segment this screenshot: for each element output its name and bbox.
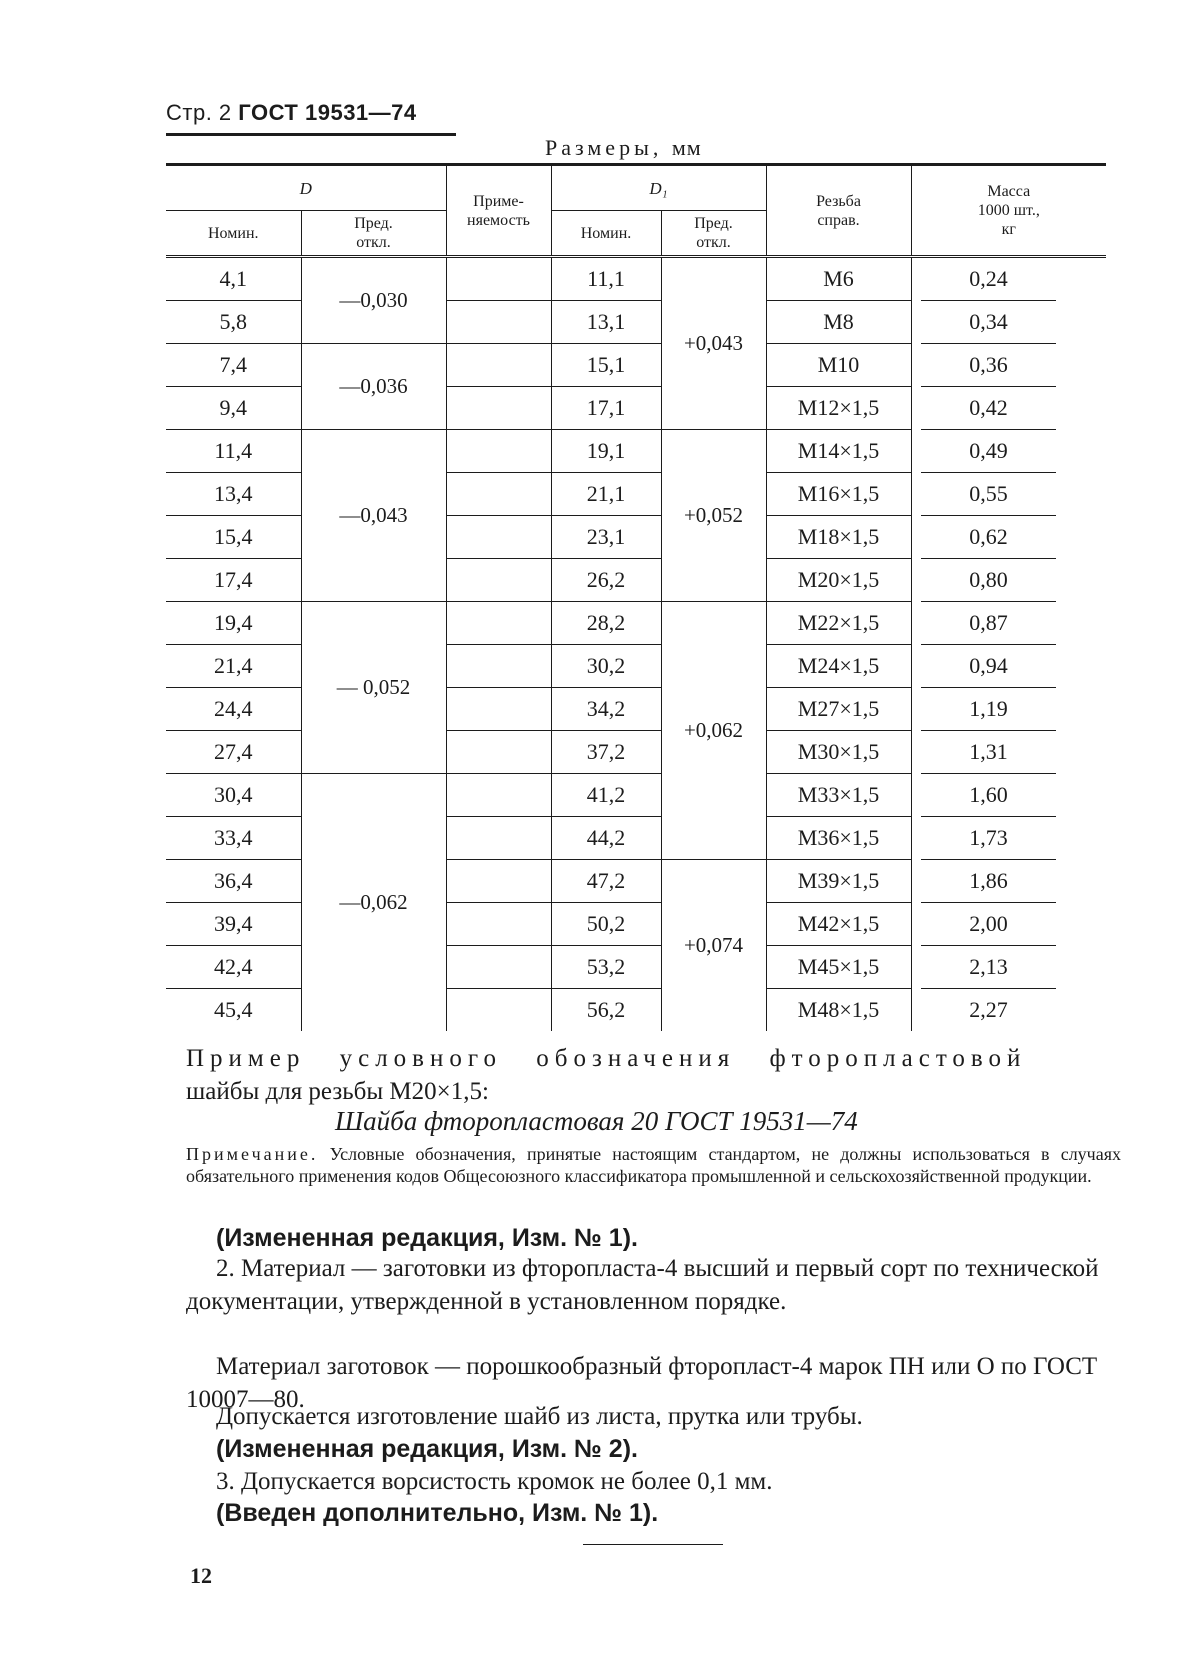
d-nominal-cell: 17,4 [166,559,301,602]
amendment-3: (Введен дополнительно, Изм. № 1). [216,1499,659,1527]
d-nominal-cell: 11,4 [166,430,301,473]
mass-cell: 0,24 [921,257,1056,301]
column-gap [1056,817,1106,860]
applicability-cell [446,559,551,602]
thread-cell: М39×1,5 [766,860,911,903]
thread-cell: М18×1,5 [766,516,911,559]
column-gap [1056,731,1106,774]
column-gap [1056,430,1106,473]
column-gap [911,344,921,387]
applicability-cell [446,387,551,430]
mass-cell: 0,87 [921,602,1056,645]
d1-deviation-cell: +0,052 [661,430,766,602]
col-header-d1-deviation: Пред. откл. [661,211,766,257]
mass-cell: 2,00 [921,903,1056,946]
col-header-d1-nominal: Номин. [551,211,661,257]
column-gap [1056,688,1106,731]
column-gap [911,387,921,430]
thread-cell: М14×1,5 [766,430,911,473]
thread-cell: М27×1,5 [766,688,911,731]
mass-cell: 1,31 [921,731,1056,774]
column-gap [1056,989,1106,1032]
example-title: Пример условного обозначения фторопластовой [186,1045,1027,1072]
mass-cell: 0,62 [921,516,1056,559]
applicability-cell [446,430,551,473]
d-deviation-cell: —0,030 [301,257,446,344]
applicability-cell [446,301,551,344]
d1-nominal-cell: 37,2 [551,731,661,774]
col-header-mass: Масса 1000 шт., кг [911,165,1106,257]
thread-cell: М10 [766,344,911,387]
column-gap [1056,516,1106,559]
standard-number: ГОСТ 19531—74 [238,100,417,125]
applicability-cell [446,344,551,387]
d1-nominal-cell: 50,2 [551,903,661,946]
thread-cell: М22×1,5 [766,602,911,645]
applicability-cell [446,774,551,817]
thread-cell: М36×1,5 [766,817,911,860]
paragraph-blank-material: Материал заготовок — порошкообразный фторопласт-4 марок ПН или О по ГОСТ 10007—80. [186,1353,1098,1413]
mass-cell: 1,19 [921,688,1056,731]
column-gap [1056,903,1106,946]
page-label: Стр. 2 [166,100,232,125]
column-gap [1056,774,1106,817]
d-nominal-cell: 19,4 [166,602,301,645]
column-gap [1056,473,1106,516]
d-nominal-cell: 27,4 [166,731,301,774]
amendment-2: (Измененная редакция, Изм. № 2). [216,1435,638,1463]
d1-deviation-cell: +0,062 [661,602,766,860]
d-nominal-cell: 9,4 [166,387,301,430]
column-gap [911,257,921,301]
column-gap [1056,645,1106,688]
table-row [166,430,1106,473]
group-header-d: D [166,165,446,211]
d-nominal-cell: 5,8 [166,301,301,344]
paragraph-material: 2. Материал — заготовки из фторопласта-4 высший и первый сорт по технической документации, утвержденной в установленном порядке. [186,1255,1099,1315]
d1-nominal-cell: 44,2 [551,817,661,860]
d1-nominal-cell: 11,1 [551,257,661,301]
applicability-cell [446,602,551,645]
column-gap [911,731,921,774]
sizes-table [166,163,1106,1031]
d-nominal-cell: 7,4 [166,344,301,387]
d-nominal-cell: 42,4 [166,946,301,989]
column-gap [1056,860,1106,903]
example-designation: Шайба фторопластовая 20 ГОСТ 19531—74 [335,1106,858,1136]
column-gap [911,817,921,860]
column-gap [911,688,921,731]
note-text: Условные обозначения, принятые настоящим стандартом, не должны использоваться в случаях обязательного применения кодов Общесоюзного классификатора промышленной и сельскохозяйственной продукции. [186,1144,1121,1186]
d-deviation-cell: —0,036 [301,344,446,430]
applicability-cell [446,860,551,903]
col-header-d-nominal: Номин. [166,211,301,257]
thread-cell: М20×1,5 [766,559,911,602]
d1-nominal-cell: 19,1 [551,430,661,473]
column-gap [1056,257,1106,301]
column-gap [911,774,921,817]
mass-cell: 0,36 [921,344,1056,387]
applicability-cell [446,817,551,860]
thread-cell: М48×1,5 [766,989,911,1032]
units-caption: Размеры, мм [545,135,702,160]
applicability-cell [446,688,551,731]
column-gap [911,430,921,473]
thread-cell: М30×1,5 [766,731,911,774]
applicability-cell [446,903,551,946]
d-nominal-cell: 36,4 [166,860,301,903]
applicability-cell [446,731,551,774]
d1-nominal-cell: 53,2 [551,946,661,989]
column-gap [911,946,921,989]
mass-cell: 0,94 [921,645,1056,688]
d1-nominal-cell: 26,2 [551,559,661,602]
thread-cell: М45×1,5 [766,946,911,989]
d1-nominal-cell: 21,1 [551,473,661,516]
column-gap [1056,344,1106,387]
column-gap [911,473,921,516]
column-gap [1056,301,1106,344]
mass-cell: 0,42 [921,387,1056,430]
column-gap [911,860,921,903]
example-line: шайбы для резьбы М20×1,5: [186,1078,489,1105]
bottom-rule [583,1544,723,1545]
col-header-applicability: Приме- няемость [446,165,551,257]
d1-deviation-cell: +0,043 [661,257,766,430]
applicability-cell [446,989,551,1032]
column-gap [911,516,921,559]
mass-cell: 0,80 [921,559,1056,602]
applicability-cell [446,473,551,516]
mass-cell: 0,34 [921,301,1056,344]
table-row [166,257,1106,301]
d1-nominal-cell: 23,1 [551,516,661,559]
d-deviation-cell: —0,043 [301,430,446,602]
applicability-cell [446,946,551,989]
table-row [166,602,1106,645]
d-nominal-cell: 15,4 [166,516,301,559]
column-gap [1056,602,1106,645]
paragraph-sheet: Допускается изготовление шайб из листа, прутка или трубы. [216,1403,863,1430]
col-header-thread: Резьба справ. [766,165,911,257]
thread-cell: М8 [766,301,911,344]
d1-nominal-cell: 17,1 [551,387,661,430]
thread-cell: М16×1,5 [766,473,911,516]
amendment-1: (Измененная редакция, Изм. № 1). [216,1224,638,1252]
column-gap [911,989,921,1032]
d1-nominal-cell: 41,2 [551,774,661,817]
d-nominal-cell: 39,4 [166,903,301,946]
applicability-cell [446,516,551,559]
d1-deviation-cell: +0,074 [661,860,766,1032]
thread-cell: М42×1,5 [766,903,911,946]
d1-nominal-cell: 13,1 [551,301,661,344]
mass-cell: 1,86 [921,860,1056,903]
table-row [166,344,1106,387]
d-nominal-cell: 21,4 [166,645,301,688]
d-deviation-cell: — 0,052 [301,602,446,774]
d-nominal-cell: 30,4 [166,774,301,817]
d1-nominal-cell: 28,2 [551,602,661,645]
mass-cell: 2,27 [969,997,1008,1022]
d1-nominal-cell: 15,1 [551,344,661,387]
thread-cell: М6 [766,257,911,301]
d1-nominal-cell: 56,2 [551,989,661,1032]
d-nominal-cell: 33,4 [166,817,301,860]
thread-cell: М24×1,5 [766,645,911,688]
d-nominal-cell: 4,1 [166,257,301,301]
column-gap [911,645,921,688]
mass-cell: 1,60 [921,774,1056,817]
applicability-cell [446,645,551,688]
sizes-table-body [166,257,1106,1032]
d1-nominal-cell: 30,2 [551,645,661,688]
column-gap [1056,559,1106,602]
column-gap [911,903,921,946]
column-gap [1056,946,1106,989]
column-gap [911,602,921,645]
group-header-d1: D₁ [551,165,766,211]
column-gap [911,559,921,602]
table-row [166,774,1106,817]
column-gap [911,301,921,344]
header-underline [166,133,456,136]
col-header-d-deviation: Пред. откл. [301,211,446,257]
d-nominal-cell: 45,4 [166,989,301,1032]
mass-cell: 1,73 [921,817,1056,860]
applicability-cell [446,257,551,301]
mass-cell: 0,49 [921,430,1056,473]
thread-cell: М33×1,5 [766,774,911,817]
units-unit: мм [671,135,702,160]
page-header [166,100,417,126]
note-label: Примечание. [186,1144,319,1164]
paragraph-edges: 3. Допускается ворсистость кромок не более 0,1 мм. [216,1468,773,1495]
d-nominal-cell: 24,4 [166,688,301,731]
mass-cell: 0,55 [921,473,1056,516]
note [186,1143,1121,1187]
d-deviation-cell: —0,062 [301,774,446,1032]
page-number: 12 [190,1563,212,1588]
d1-nominal-cell: 47,2 [551,860,661,903]
d-nominal-cell: 13,4 [166,473,301,516]
column-gap [1056,387,1106,430]
d1-nominal-cell: 34,2 [551,688,661,731]
thread-cell: М12×1,5 [766,387,911,430]
mass-cell: 2,13 [921,946,1056,989]
